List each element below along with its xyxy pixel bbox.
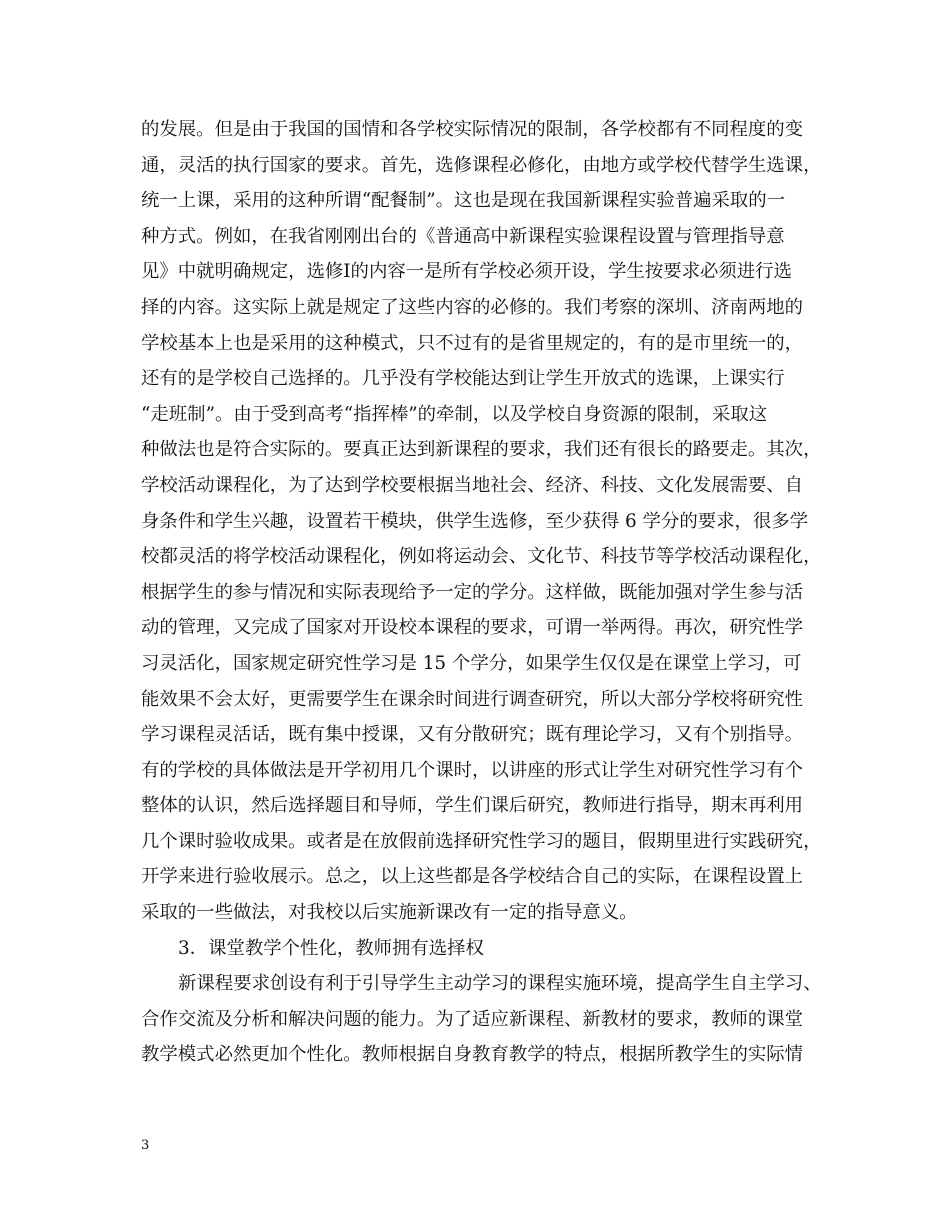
text-line: 根据学生的参与情况和实际表现给予一定的学分。这样做，既能加强对学生参与活 [141, 581, 804, 603]
text-line: 习灵活化，国家规定研究性学习是 15 个学分，如果学生仅仅是在课堂上学习，可 [141, 652, 802, 674]
text-line: 几个课时验收成果。或者是在放假前选择研究性学习的题目，假期里进行实践研究， [141, 830, 822, 852]
text-line: 教学模式必然更加个性化。教师根据自身教育教学的特点，根据所教学生的实际情 [141, 1044, 804, 1066]
text-line: 开学来进行验收展示。总之，以上这些都是各学校结合自己的实际，在课程设置上 [141, 866, 804, 888]
text-line: 学校活动课程化，为了达到学校要根据当地社会、经济、科技、文化发展需要、自 [141, 474, 804, 496]
section-heading: 3．课堂教学个性化，教师拥有选择权 [178, 937, 484, 959]
page-number: 3 [141, 1138, 150, 1153]
text-line: 合作交流及分析和解决问题的能力。为了适应新课程、新教材的要求，教师的课堂 [141, 1008, 804, 1030]
text-line: 种做法也是符合实际的。要真正达到新课程的要求，我们还有很长的路要走。其次， [141, 439, 822, 461]
text-line: 统一上课，采用的这种所谓“配餐制”。这也是现在我国新课程实验普遍采取的一 [141, 190, 786, 212]
text-line: 学习课程灵活话，既有集中授课，又有分散研究；既有理论学习，又有个别指导。 [141, 724, 804, 746]
text-line: 的发展。但是由于我国的国情和各学校实际情况的限制，各学校都有不同程度的变 [141, 119, 804, 140]
text-line: 身条件和学生兴趣，设置若干模块，供学生选修，至少获得 6 学分的要求，很多学 [141, 510, 809, 532]
text-line: 见》中就明确规定，选修Ⅰ的内容一是所有学校必须开设，学生按要求必须进行选 [141, 261, 792, 283]
body-text [141, 112, 831, 1073]
text-line: 采取的一些做法，对我校以后实施新课改有一定的指导意义。 [141, 902, 638, 924]
text-line: 择的内容。这实际上就是规定了这些内容的必修的。我们考察的深圳、济南两地的 [141, 296, 804, 318]
text-line: 通，灵活的执行国家的要求。首先，选修课程必修化，由地方或学校代替学生选课， [141, 154, 822, 176]
text-line: 校都灵活的将学校活动课程化，例如将运动会、文化节、科技节等学校活动课程化， [141, 546, 822, 568]
text-line: “走班制”。由于受到高考“指挥棒”的牵制，以及学校自身资源的限制，采取这 [141, 403, 768, 425]
text-line: 能效果不会太好，更需要学生在课余时间进行调查研究，所以大部分学校将研究性 [141, 688, 804, 710]
text-line: 种方式。例如，在我省刚刚出台的《普通高中新课程实验课程设置与管理指导意 [141, 225, 785, 247]
text-line: 动的管理，又完成了国家对开设校本课程的要求，可谓一举两得。再次，研究性学 [141, 617, 804, 639]
text-line: 学校基本上也是采用的这种模式，只不过有的是省里规定的，有的是市里统一的， [141, 332, 804, 354]
text-line: 有的学校的具体做法是开学初用几个课时，以讲座的形式让学生对研究性学习有个 [141, 759, 804, 781]
text-line: 新课程要求创设有利于引导学生主动学习的课程实施环境，提高学生自主学习、 [178, 973, 822, 995]
text-line: 还有的是学校自己选择的。几乎没有学校能达到让学生开放式的选课，上课实行 [141, 368, 785, 390]
text-line: 整体的认识，然后选择题目和导师，学生们课后研究，教师进行指导，期末再利用 [141, 795, 804, 817]
